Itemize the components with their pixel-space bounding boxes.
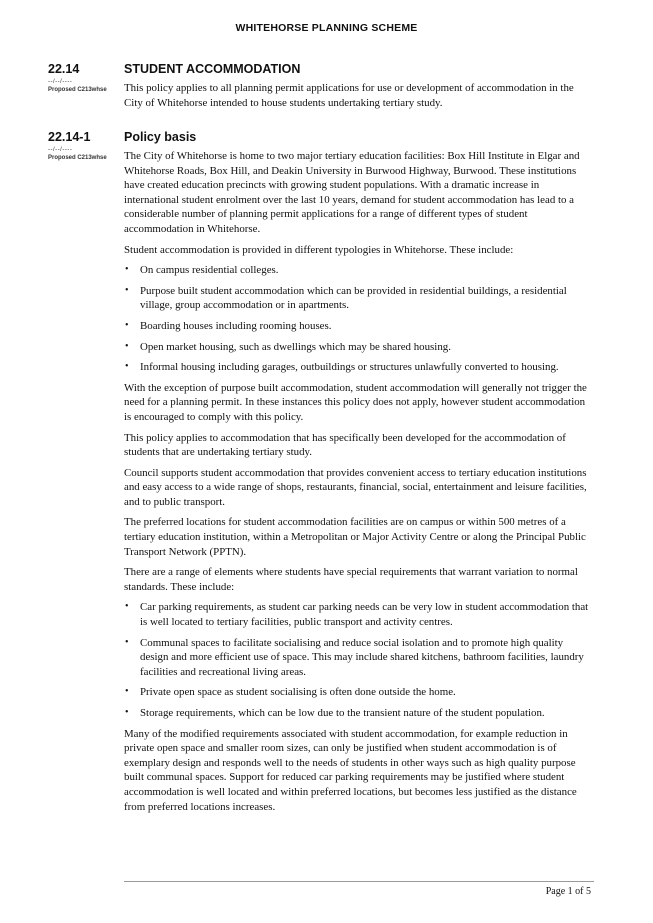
amendment-label: Proposed C213whse bbox=[48, 87, 107, 93]
paragraph: The City of Whitehorse is home to two major tertiary education facilities: Box Hill Institute in Elgar and Whitehorse Roads, Box Hill, and Deakin University in Burwood Highway, Burwood. These institutions have created education precincts with growing student populations. With a dramatic increase in international student enrolment over the last 10 years, demand for student accommodation has lead to a considerable number of planning permit applications for a range of different types of student accommodation in Whitehorse. bbox=[124, 150, 580, 235]
paragraph: Many of the modified requirements associated with student accommodation, for example reduction in private open space and smaller room sizes, can only be justified when student accommodation is of exemplary design and responds well to the needs of students in other ways such as high quality purpose built communal spaces. Support for reduced car parking requirements may be justified where student accommodation is well located and within preferred locations, but becomes less justified as the distance from preferred locations increases. bbox=[124, 727, 577, 813]
paragraph: Student accommodation is provided in different typologies in Whitehorse. These include: bbox=[124, 243, 514, 256]
list-item: • Purpose built student accommodation which can be provided in residential buildings, a residential village, group accommodation or in apartments. bbox=[124, 284, 594, 313]
list-item: • On campus residential colleges. bbox=[124, 263, 594, 278]
paragraph: The preferred locations for student accommodation facilities are on campus or within 500 metres of a tertiary education institution, within a Metropolitan or Major Activity Centre or along the Principal Public Transport Network (PPTN). bbox=[124, 516, 586, 558]
amendment-date: --/--/---- bbox=[48, 79, 73, 85]
page-number: Page 1 of 5 bbox=[545, 886, 591, 897]
list-item: • Boarding houses including rooming houses. bbox=[124, 319, 594, 334]
list-item: • Informal housing including garages, outbuildings or structures unlawfully converted to housing. bbox=[124, 360, 594, 375]
paragraph: This policy applies to accommodation that has specifically been developed for the accommodation of students that are undertaking tertiary study. bbox=[124, 431, 566, 459]
paragraph: With the exception of purpose built accommodation, student accommodation will generally not trigger the need for a planning permit. In these instances this policy does not apply, however student accommodation is encouraged to comply with this policy. bbox=[124, 381, 587, 423]
section-number: 22.14 bbox=[48, 62, 80, 76]
amendment-date: --/--/---- bbox=[48, 147, 73, 153]
section-number: 22.14-1 bbox=[48, 130, 91, 144]
running-header: WHITEHORSE PLANNING SCHEME bbox=[235, 22, 418, 34]
typology-list bbox=[124, 263, 594, 375]
footer-divider bbox=[124, 881, 594, 882]
requirements-list bbox=[124, 600, 594, 720]
paragraph: There are a range of elements where students have special requirements that warrant variation to normal standards. These include: bbox=[124, 566, 578, 593]
section-title: STUDENT ACCOMMODATION bbox=[124, 62, 301, 76]
amendment-label: Proposed C213whse bbox=[48, 155, 107, 161]
list-item: • Open market housing, such as dwellings which may be shared housing. bbox=[124, 340, 594, 355]
list-item: • Storage requirements, which can be low due to the transient nature of the student population. bbox=[124, 706, 594, 721]
amendment-note bbox=[48, 78, 122, 94]
section-body-22-14 bbox=[124, 81, 594, 116]
paragraph: Council supports student accommodation that provides convenient access to tertiary education institutions and easy access to a wide range of shops, restaurants, financial, social, entertainment and leisure facilities, and to public transport. bbox=[124, 466, 587, 508]
list-item: • Car parking requirements, as student car parking needs can be very low in student accommodation that is well located to tertiary facilities, public transport and activity centres. bbox=[124, 600, 594, 629]
list-item: • Private open space as student socialising is often done outside the home. bbox=[124, 685, 594, 700]
section-title: Policy basis bbox=[124, 130, 197, 144]
amendment-note bbox=[48, 146, 122, 162]
paragraph: This policy applies to all planning permit applications for use or development of accommodation in the City of Whitehorse intended to house students undertaking tertiary study. bbox=[124, 82, 574, 109]
list-item: • Communal spaces to facilitate socialising and reduce social isolation and to promote high quality design and more efficient use of space. This may include shared kitchens, bathroom facilities, laundry facilities and recreational living areas. bbox=[124, 636, 594, 680]
section-body-22-14-1 bbox=[124, 149, 594, 820]
